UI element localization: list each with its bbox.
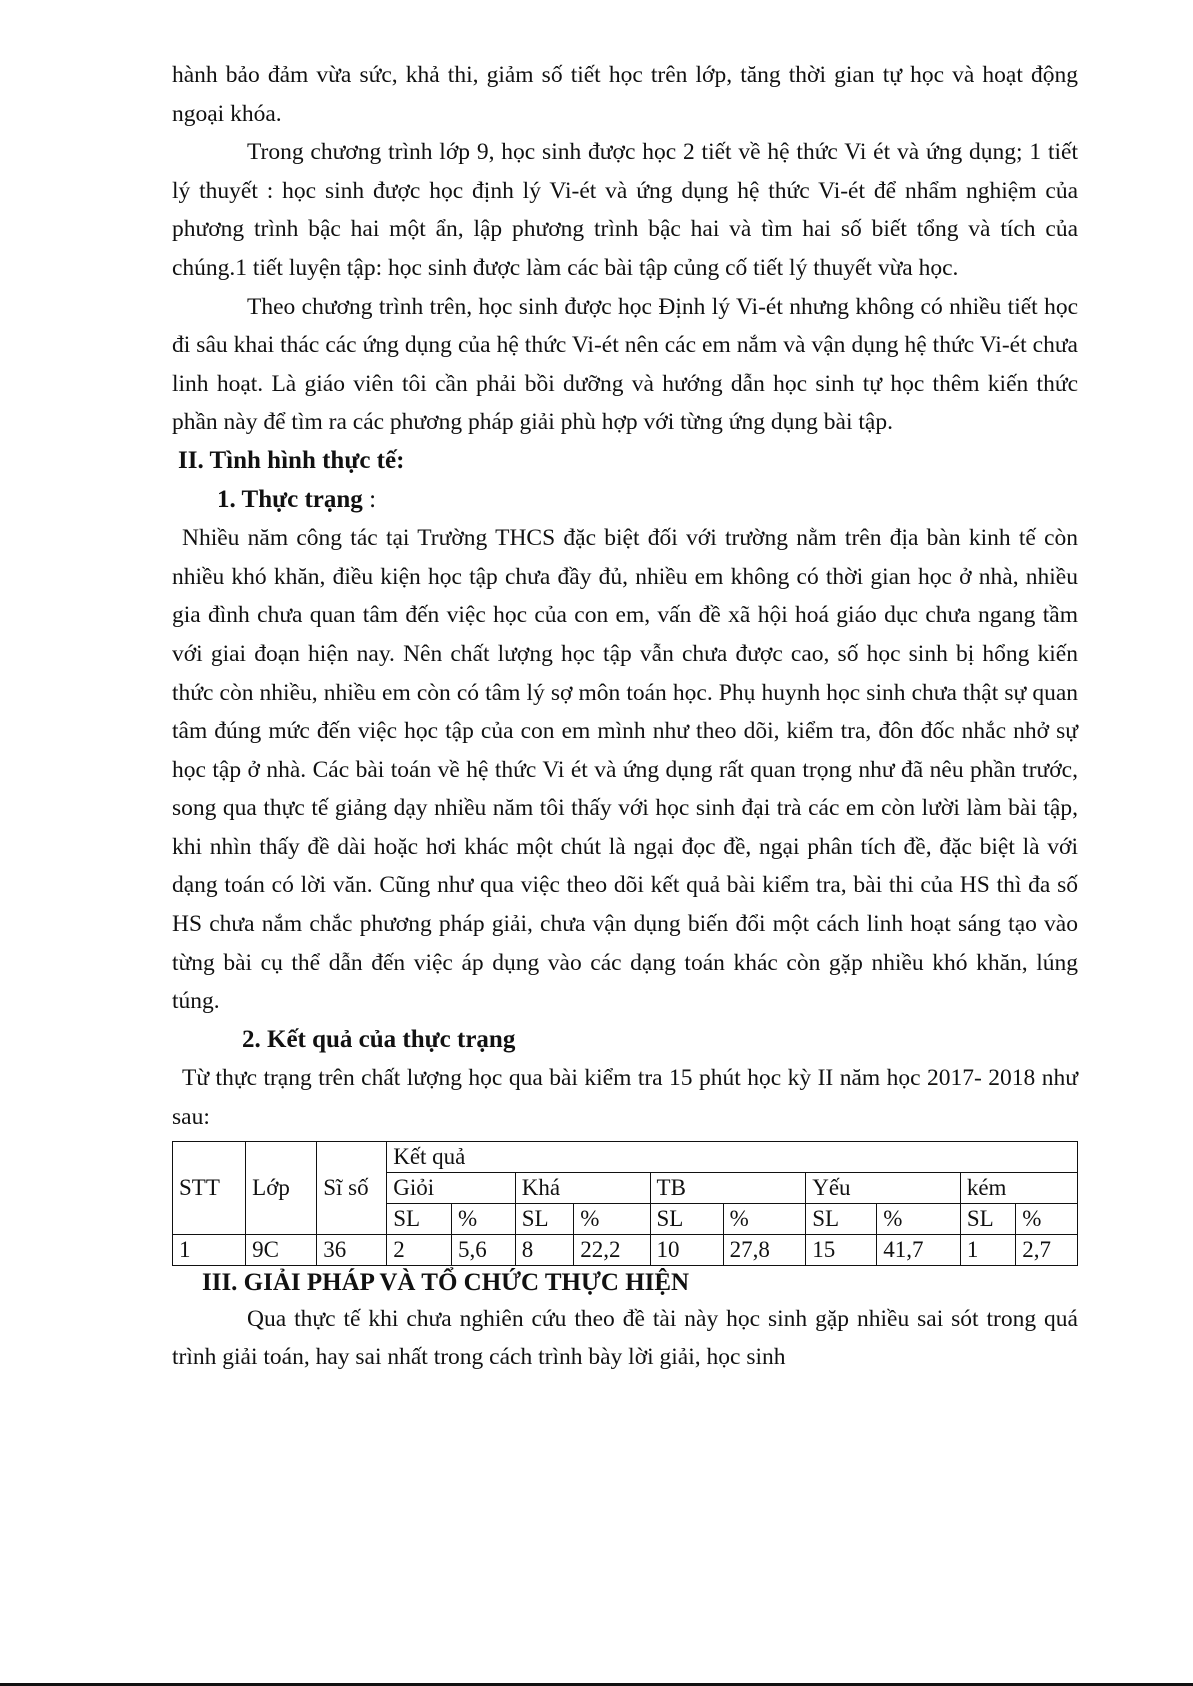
cell-gioi-pct: 5,6	[451, 1234, 515, 1265]
table-header-stt: STT	[173, 1141, 246, 1234]
table-sub-sl: SL	[515, 1203, 574, 1234]
table-header-siso: Sĩ số	[317, 1141, 387, 1234]
cell-siso: 36	[317, 1234, 387, 1265]
table-sub-pct: %	[574, 1203, 650, 1234]
table-header-lop: Lớp	[246, 1141, 317, 1234]
paragraph-situation: Nhiều năm công tác tại Trường THCS đặc biệt đối với trường nằm trên địa bàn kinh tế còn nhiều khó khăn, điều kiện học tập chưa đầy đủ, nhiều em không có thời gian học ở nhà, nhiều gia đình chưa quan tâm đến việc học của con em, vấn đề xã hội hoá giáo dục chưa ngang tầm với giai đoạn hiện nay. Nên chất lượng học tập vẫn chưa được cao, số học sinh bị hổng kiến thức còn nhiều, nhiều em còn có tâm lý sợ môn toán học. Phụ huynh học sinh chưa thật sự quan tâm đúng mức đến việc học tập của con em mình như theo dõi, kiểm tra, đôn đốc nhắc nhở sự học tập ở nhà. Các bài toán về hệ thức Vi ét và ứng dụng rất quan trọng như đã nêu phần trước, song qua thực tế giảng dạy nhiều năm tôi thấy với học sinh đại trà các em còn lười làm bài tập, khi nhìn thấy đề dài hoặc hơi khác một chút là ngại đọc đề, ngại phân tích đề, đặc biệt là với dạng toán có lời văn. Cũng như qua việc theo dõi kết quả bài kiểm tra, bài thi của HS thì đa số HS chưa nắm chắc phương pháp giải, chưa vận dụng biến đổi một cách linh hoạt sáng tạo vào từng bài cụ thể dẫn đến việc áp dụng vào các dạng toán khác còn gặp nhiều khó khăn, lúng túng.	[172, 525, 1078, 1015]
cell-tb-pct: 27,8	[723, 1234, 806, 1265]
section-heading-2: II. Tình hình thực tế:	[178, 446, 405, 474]
results-table	[172, 1141, 1078, 1266]
table-sub-pct: %	[451, 1203, 515, 1234]
paragraph-result-intro: Từ thực trạng trên chất lượng học qua bài kiểm tra 15 phút học kỳ II năm học 2017- 2018 như sau:	[172, 1065, 1078, 1131]
table-sub-sl: SL	[806, 1203, 877, 1234]
cell-tb-sl: 10	[650, 1234, 723, 1265]
document-page	[172, 56, 1078, 1377]
subheading-thuc-trang-text: 1. Thực trạng	[217, 485, 363, 513]
paragraph-intro-tail: hành bảo đảm vừa sức, khả thi, giảm số tiết học trên lớp, tăng thời gian tự học và hoạt động ngoại khóa.	[172, 62, 1078, 127]
table-header-tb: TB	[650, 1172, 806, 1203]
table-sub-pct: %	[1016, 1203, 1078, 1234]
table-sub-sl: SL	[387, 1203, 452, 1234]
cell-kha-sl: 8	[515, 1234, 574, 1265]
cell-gioi-sl: 2	[387, 1234, 452, 1265]
table-header-row-1	[173, 1141, 1078, 1172]
table-sub-pct: %	[877, 1203, 961, 1234]
subheading-ket-qua: 2. Kết quả của thực trạng	[242, 1025, 516, 1053]
subheading-thuc-trang-colon: :	[362, 485, 377, 513]
cell-yeu-sl: 15	[806, 1234, 877, 1265]
table-header-kem: kém	[960, 1172, 1077, 1203]
table-sub-pct: %	[723, 1203, 806, 1234]
table-sub-sl: SL	[960, 1203, 1015, 1234]
cell-kha-pct: 22,2	[574, 1234, 650, 1265]
table-header-kha: Khá	[515, 1172, 650, 1203]
table-header-gioi: Giỏi	[387, 1172, 516, 1203]
paragraph-curriculum: Trong chương trình lớp 9, học sinh được học 2 tiết về hệ thức Vi ét và ứng dụng; 1 tiết lý thuyết : học sinh được học định lý Vi-ét và ứng dụng hệ thức Vi-ét để nhẩm nghiệm của phương trình bậc hai một ẩn, lập phương trình bậc hai và tìm hai số biết tổng và tích của chúng.1 tiết luyện tập: học sinh được làm các bài tập củng cố tiết lý thuyết vừa học.	[172, 139, 1078, 281]
table-sub-sl: SL	[650, 1203, 723, 1234]
table-header-ket-qua: Kết quả	[387, 1141, 1078, 1172]
subheading-thuc-trang	[217, 481, 1078, 520]
cell-stt: 1	[173, 1234, 246, 1265]
table-header-yeu: Yếu	[806, 1172, 961, 1203]
paragraph-solution-intro: Qua thực tế khi chưa nghiên cứu theo đề tài này học sinh gặp nhiều sai sót trong quá trình giải toán, hay sai nhất trong cách trình bày lời giải, học sinh	[172, 1305, 1078, 1371]
cell-kem-sl: 1	[960, 1234, 1015, 1265]
paragraph-program: Theo chương trình trên, học sinh được học Định lý Vi-ét nhưng không có nhiều tiết học đi sâu khai thác các ứng dụng của hệ thức Vi-ét nên các em nắm và vận dụng hệ thức Vi-ét chưa linh hoạt. Là giáo viên tôi cần phải bồi dưỡng và hướng dẫn học sinh tự học thêm kiến thức phần này để tìm ra các phương pháp giải phù hợp với từng ứng dụng bài tập.	[172, 293, 1078, 436]
cell-lop: 9C	[246, 1234, 317, 1265]
table-row	[173, 1234, 1078, 1265]
cell-kem-pct: 2,7	[1016, 1234, 1078, 1265]
cell-yeu-pct: 41,7	[877, 1234, 961, 1265]
section-heading-3: III. GIẢI PHÁP VÀ TỔ CHỨC THỰC HIỆN	[202, 1268, 690, 1296]
